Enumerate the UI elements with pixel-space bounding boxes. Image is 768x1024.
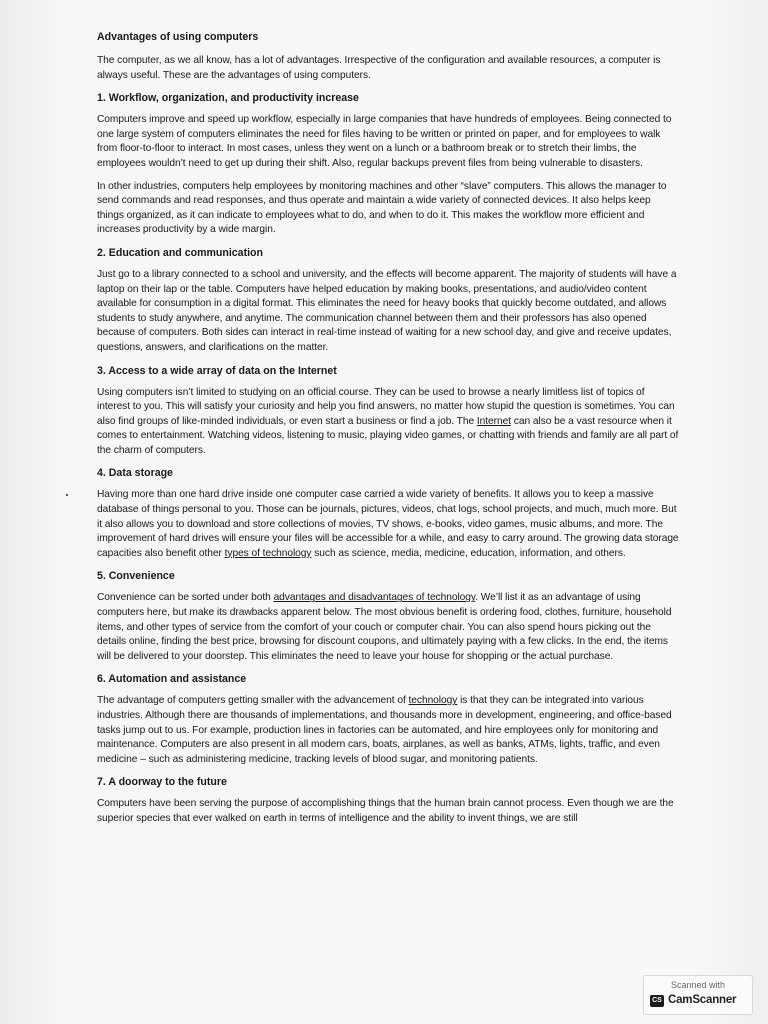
section-heading: 1. Workflow, organization, and productivity increase (97, 92, 359, 105)
section-paragraph (97, 488, 679, 561)
camscanner-watermark (643, 975, 753, 1015)
section-paragraph (97, 694, 679, 767)
types-of-technology-link[interactable]: types of technology (224, 547, 312, 559)
section-paragraph (97, 591, 679, 664)
paragraph-text: is that they can be integrated into various industries. Although there are thousands of implementations, and thousands more in development, engineering, and office-based tasks jump out to us. For example, production lines in factories can be automated, and hire employees only for monitoring and maintenance. Computers are also present in all modern cars, boats, airplanes, as well as banks, ATMs, lights, traffic, and even medicine – such as administering medicine, tracking levels of blood sugar, and monitoring patients. (97, 695, 672, 765)
camscanner-logo-icon: CS (650, 995, 664, 1007)
section-heading: 6. Automation and assistance (97, 673, 247, 686)
watermark-brand: CamScanner (668, 994, 737, 1006)
intro-paragraph: The computer, as we all know, has a lot of advantages. Irrespective of the configuration and available resources, a computer is always useful. These are the advantages of using computers. (97, 55, 661, 81)
document-title: Advantages of using computers (97, 31, 259, 43)
internet-link[interactable]: Internet (476, 415, 512, 427)
paragraph-text: Having more than one hard drive inside one computer case carried a wide variety of benefits. It allows you to keep a massive database of things personal to you. Those can be journals, pictures, videos, chat logs, school projects, and much, much more. But it also allows you to download and store collections of movies, TV shows, e-books, video games, music albums, and more. The improvement of hard drives will ensure your files will be accessible for a while, and easy to carry around. The growing data storage capacities also benefit other (97, 489, 679, 559)
section-heading: 7. A doorway to the future (97, 776, 227, 789)
technology-link[interactable]: technology (408, 695, 458, 707)
advantages-disadvantages-link[interactable]: advantages and disadvantages of technology (273, 592, 476, 604)
speck-mark (66, 494, 68, 496)
paragraph-text: such as science, media, medicine, education, information, and others. (311, 547, 626, 559)
section-paragraph: Computers have been serving the purpose of accomplishing things that the human brain cannot process. Even though we are the superior species that ever walked on earth in terms of intelligence and the ability to invent things, we are still (97, 798, 674, 824)
section-heading: 2. Education and communication (97, 246, 263, 259)
section-heading: 3. Access to a wide array of data on the Internet (97, 364, 337, 377)
paragraph-text: can also be a vast resource when it comes to entertainment. Watching videos, listening to music, playing video games, or chatting with friends and family are all part of the charm of computers. (97, 415, 679, 456)
paragraph-text: Convenience can be sorted under both (97, 592, 274, 604)
section-paragraph: Computers improve and speed up workflow, especially in large companies that have hundreds of employees. Being connected to one large system of computers eliminates the need for files having to be written or printed on paper, and for employees to walk from floor-to-floor to interact. In most cases, unless they went on a lunch or a bathroom break or to stretch their limbs, the employees wouldn’t need to get up during their shift. Also, regular backups prevent files from being vulnerable to disasters. (97, 114, 672, 169)
section-heading: 4. Data storage (97, 467, 173, 480)
paragraph-text: Using computers isn’t limited to studying on an official course. They can be used to browse a nearly limitless list of topics of interest to you. This will satisfy your curiosity and help you find answers, no matter how stupid the question is sometimes. You can also find groups of like-minded individuals, or even start a business or find a job. The (97, 386, 675, 427)
paragraph-text: The advantage of computers getting smaller with the advancement of (97, 695, 409, 707)
watermark-caption: Scanned with (670, 980, 726, 990)
paragraph-text: . We’ll list it as an advantage of using computers here, but make its drawbacks apparent below. The most obvious benefit is ordering food, clothes, furniture, household items, and other types of service from the comfort of your couch or computer chair. You can also spend hours picking out the details online, finding the best price, browsing for discount coupons, and ultimately paying with a few clicks. In the end, the items will be delivered to your doorstep. This eliminates the need to leave your house for shopping or the actual purchase. (97, 592, 672, 662)
document-body (97, 30, 679, 835)
section-paragraph: In other industries, computers help employees by monitoring machines and other “slave” computers. This allows the manager to send commands and read responses, and thus operate and maintain a wide variety of connected devices. It also helps keep things organized, as it can indicate to employees what to do, and when to do it. This makes the workflow more efficient and increases productivity by a wide margin. (97, 180, 667, 236)
section-paragraph: Just go to a library connected to a school and university, and the effects will become apparent. The majority of students will have a laptop on their lap or the table. Computers have helped education by making books, presentations, and audio/video content available for consumption in a digital format. This eliminates the need for heavy books that quickly become outdated, and allows students to study anywhere, and anytime. The communication channel between them and their professors has also opened because of computers. Both sides can interact in real-time instead of waiting for a new school day, and give and receive updates, questions, answers, and clarifications on the matter. (97, 268, 677, 353)
section-heading: 5. Convenience (97, 570, 175, 583)
section-paragraph (97, 386, 679, 459)
